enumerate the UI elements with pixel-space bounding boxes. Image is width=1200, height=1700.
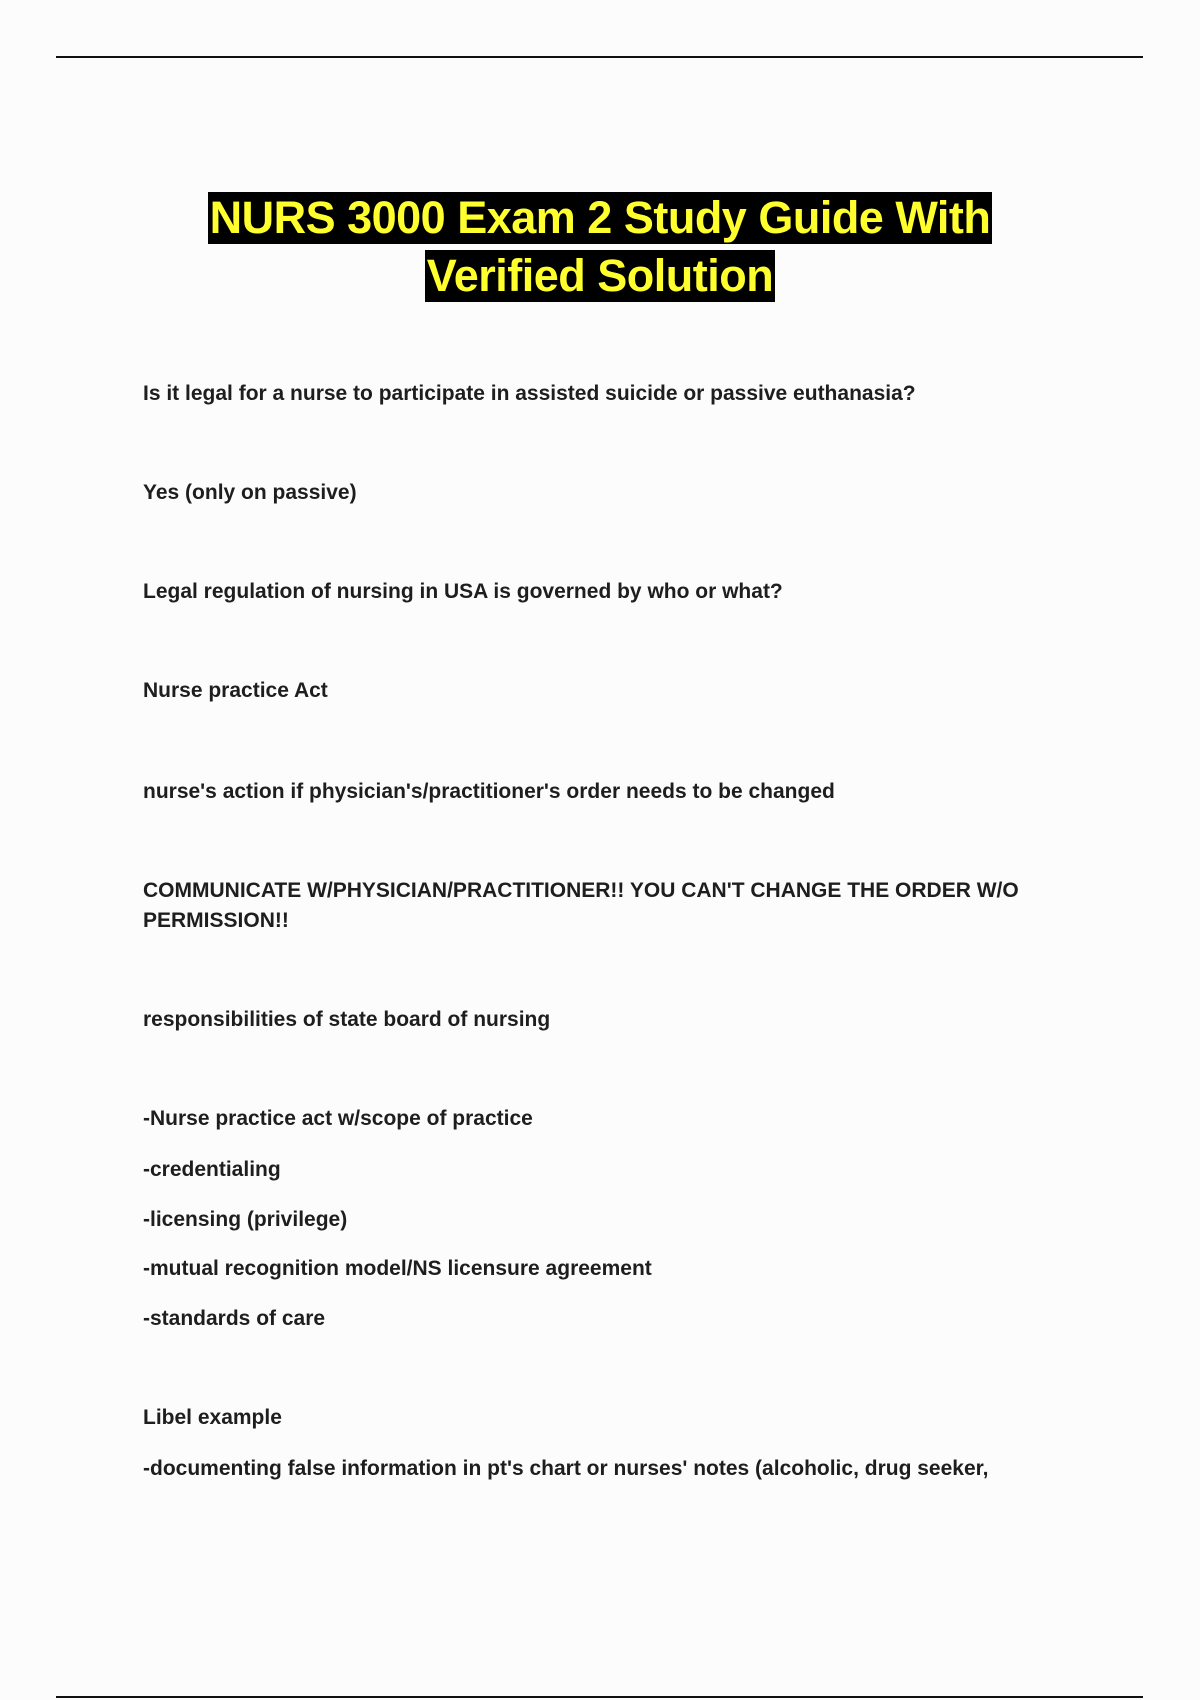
- answer-2: Nurse practice Act: [143, 679, 328, 702]
- document-title: [0, 192, 1200, 302]
- title-line-2: Verified Solution: [426, 250, 774, 301]
- answer-5: -documenting false information in pt's chart or nurses' notes (alcoholic, drug seeker,: [143, 1457, 989, 1480]
- answer-4-item: -Nurse practice act w/scope of practice: [143, 1107, 533, 1130]
- title-line-1: NURS 3000 Exam 2 Study Guide With: [209, 192, 991, 243]
- question-1: Is it legal for a nurse to participate in assisted suicide or passive euthanasia?: [143, 382, 916, 405]
- answer-4-item: -credentialing: [143, 1158, 281, 1181]
- question-5: Libel example: [143, 1406, 282, 1429]
- answer-3: COMMUNICATE W/PHYSICIAN/PRACTITIONER!! YOU CAN'T CHANGE THE ORDER W/O PERMISSION!!: [143, 879, 1019, 932]
- answer-4-item: -mutual recognition model/NS licensure agreement: [143, 1257, 652, 1280]
- bottom-rule: [56, 1696, 1143, 1698]
- top-rule: [56, 56, 1143, 58]
- answer-4-item: -standards of care: [143, 1307, 326, 1330]
- question-2: Legal regulation of nursing in USA is governed by who or what?: [143, 580, 783, 603]
- question-4: responsibilities of state board of nursing: [143, 1008, 551, 1031]
- question-3: nurse's action if physician's/practitioner's order needs to be changed: [143, 780, 835, 803]
- answer-1: Yes (only on passive): [143, 481, 357, 504]
- answer-4-item: -licensing (privilege): [143, 1208, 348, 1231]
